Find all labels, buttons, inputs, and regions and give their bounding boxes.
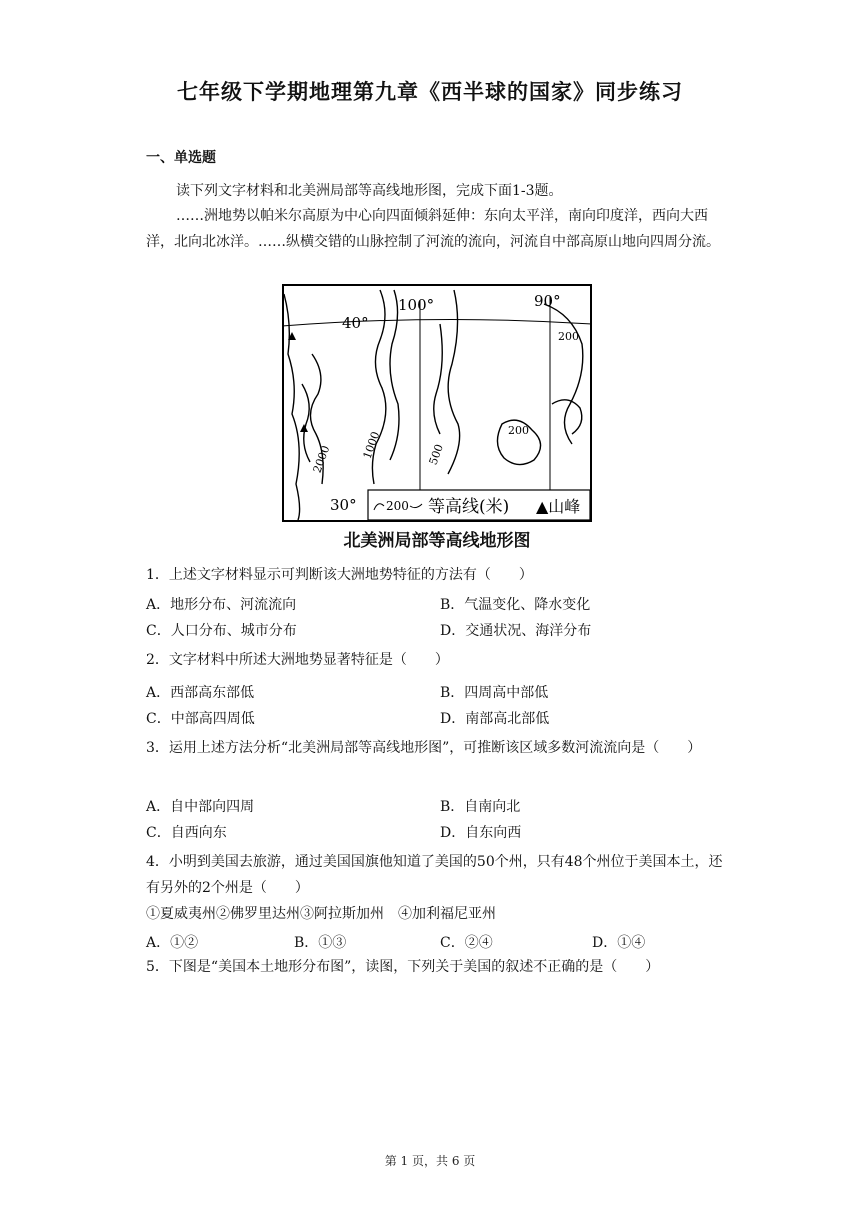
question-4: 4．小明到美国去旅游，通过美国国旗他知道了美国的50个州，只有48个州位于美国本土，还有另外的2个州是（ ） <box>146 854 723 896</box>
latitude-40-label: 40° <box>342 314 369 332</box>
legend-contour-value: 200 <box>386 499 409 513</box>
page-footer: 第 1 页，共 6 页 <box>384 1154 476 1168</box>
question-5: 5．下图是“美国本土地形分布图”，读图，下列关于美国的叙述不正确的是（ ） <box>146 959 660 975</box>
q4-option-d[interactable]: D．①④ <box>592 935 646 951</box>
question-1: 1．上述文字材料显示可判断该大洲地势特征的方法有（ ） <box>146 567 533 583</box>
section-heading: 一、单选题 <box>146 150 216 166</box>
longitude-90-label: 90° <box>534 292 561 310</box>
legend-contour-text: 等高线(米) <box>428 497 510 517</box>
intro-line: 读下列文字材料和北美洲局部等高线地形图，完成下面1-3题。 <box>176 183 563 199</box>
q4-option-a[interactable]: A．①② <box>146 935 199 951</box>
contour-map <box>282 284 592 524</box>
contour-label-200-mid: 200 <box>508 424 529 437</box>
page-title: 七年级下学期地理第九章《西半球的国家》同步练习 <box>177 80 683 104</box>
legend-peak-text: ▲山峰 <box>536 497 581 516</box>
q3-option-c[interactable]: C．自西向东 <box>146 825 227 841</box>
contour-label-200-top: 200 <box>558 330 579 343</box>
contour-label-500: 500 <box>426 442 446 467</box>
contour-label-1000: 1000 <box>360 429 383 461</box>
longitude-100-label: 100° <box>398 296 435 314</box>
q1-option-a[interactable]: A．地形分布、河流流向 <box>146 597 297 613</box>
q4-option-c[interactable]: C．②④ <box>440 935 493 951</box>
q1-option-b[interactable]: B．气温变化、降水变化 <box>440 597 591 613</box>
q3-option-a[interactable]: A．自中部向四周 <box>146 799 255 815</box>
q2-option-a[interactable]: A．西部高东部低 <box>146 685 255 701</box>
q1-option-c[interactable]: C．人口分布、城市分布 <box>146 623 297 639</box>
question-3: 3．运用上述方法分析“北美洲局部等高线地形图”，可推断该区域多数河流流向是（ ） <box>146 740 702 756</box>
latitude-30-label: 30° <box>330 496 357 514</box>
q3-option-d[interactable]: D．自东向西 <box>440 825 522 841</box>
q4-option-b[interactable]: B．①③ <box>294 935 347 951</box>
question-4-statements: ①夏威夷州②佛罗里达州③阿拉斯加州 ④加利福尼亚州 <box>146 906 496 922</box>
q3-option-b[interactable]: B．自南向北 <box>440 799 521 815</box>
passage-text: ……洲地势以帕米尔高原为中心向四面倾斜延伸：东向太平洋，南向印度洋，西向大西洋，北向北冰洋。……纵横交错的山脉控制了河流的流向，河流自中部高原山地向四周分流。 <box>146 208 720 250</box>
question-2: 2．文字材料中所述大洲地势显著特征是（ ） <box>146 652 449 668</box>
map-caption: 北美洲局部等高线地形图 <box>343 531 531 551</box>
q2-option-c[interactable]: C．中部高四周低 <box>146 711 255 727</box>
q1-option-d[interactable]: D．交通状况、海洋分布 <box>440 623 592 639</box>
q2-option-b[interactable]: B．四周高中部低 <box>440 685 549 701</box>
contour-label-2000: 2000 <box>310 443 333 475</box>
q2-option-d[interactable]: D．南部高北部低 <box>440 711 550 727</box>
